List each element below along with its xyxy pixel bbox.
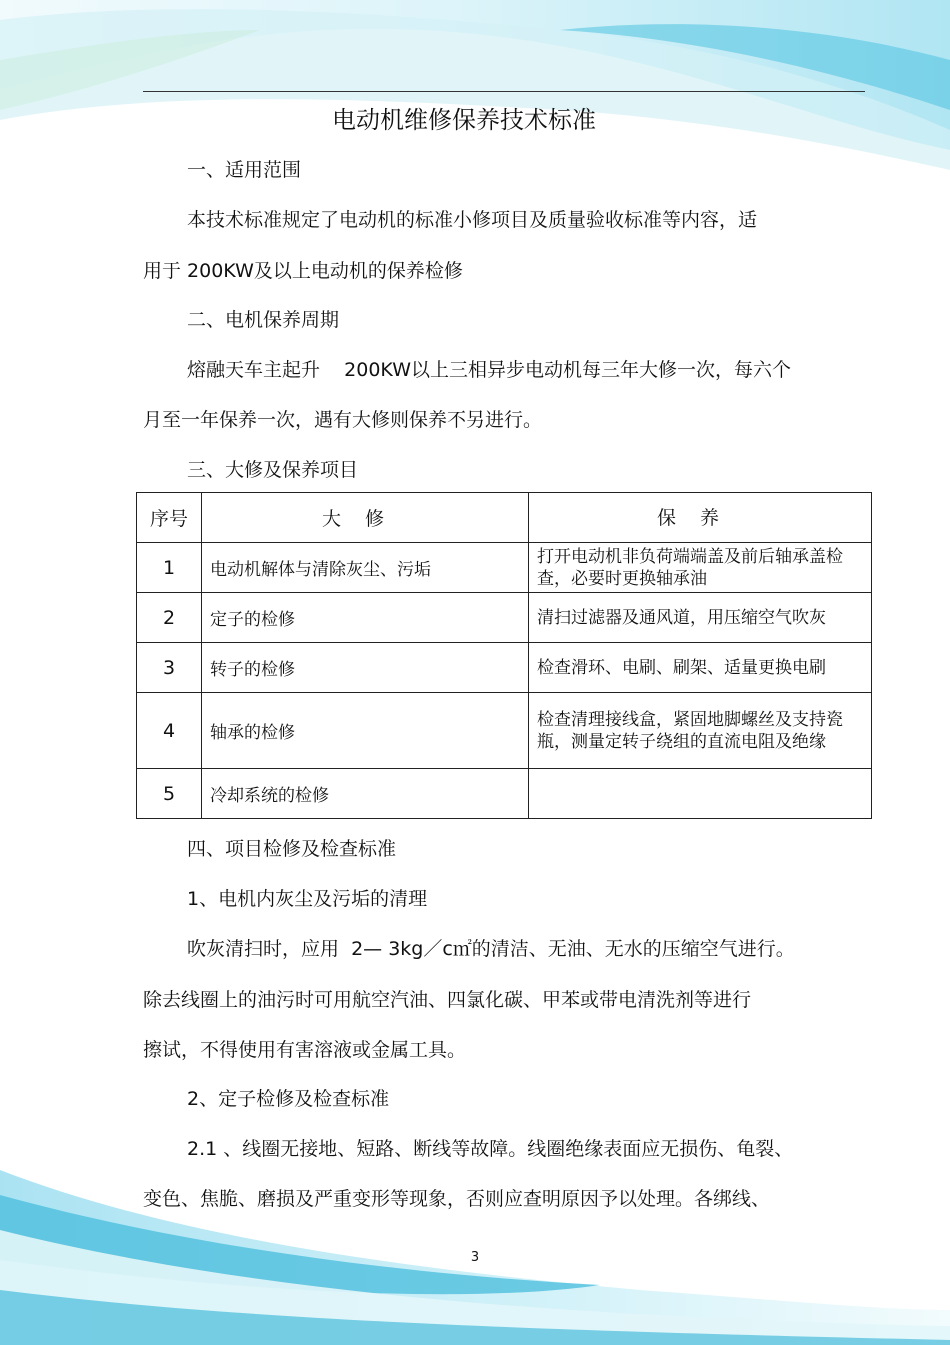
row-major-repair: 转子的检修 xyxy=(202,643,529,693)
header-rule xyxy=(143,91,865,92)
maintenance-items-table xyxy=(136,492,872,819)
row-maintenance: 检查滑环、电刷、刷架、适量更换电刷 xyxy=(529,643,872,693)
subsection-4-1-paragraph-line: 吹灰清扫时，应用 2— 3kg／c㎡的清洁、无油、无水的压缩空气进行。 xyxy=(187,938,795,960)
row-no: 2 xyxy=(137,593,202,643)
subsection-4-1-paragraph-line: 除去线圈上的油污时可用航空汽油、四氯化碳、甲苯或带电清洗剂等进行 xyxy=(143,989,752,1011)
section-1-paragraph-line: 本技术标准规定了电动机的标准小修项目及质量验收标准等内容，适 xyxy=(187,209,758,231)
table-row xyxy=(137,643,872,693)
section-4-heading: 四、项目检修及检查标准 xyxy=(187,838,397,860)
table-row xyxy=(137,593,872,643)
row-no: 3 xyxy=(137,643,202,693)
row-no: 4 xyxy=(137,693,202,769)
row-major-repair: 定子的检修 xyxy=(202,593,529,643)
subsection-4-2-heading: 2、定子检修及检查标准 xyxy=(187,1088,390,1110)
row-maintenance: 检查清理接线盒，紧固地脚螺丝及支持瓷瓶，测量定转子绕组的直流电阻及绝缘 xyxy=(529,693,872,769)
header-major-repair: 大修 xyxy=(202,493,529,543)
section-2-heading: 二、电机保养周期 xyxy=(187,309,340,331)
section-1-paragraph-line: 用于 200KW及以上电动机的保养检修 xyxy=(143,260,463,282)
section-2-paragraph-line: 熔融天车主起升 200KW以上三相异步电动机每三年大修一次，每六个 xyxy=(187,359,791,381)
row-maintenance: 打开电动机非负荷端端盖及前后轴承盖检查，必要时更换轴承油 xyxy=(529,543,872,593)
subsection-4-1-heading: 1、电机内灰尘及污垢的清理 xyxy=(187,888,428,910)
row-no: 5 xyxy=(137,769,202,819)
table-row xyxy=(137,693,872,769)
row-maintenance: 清扫过滤器及通风道，用压缩空气吹灰 xyxy=(529,593,872,643)
subsection-4-2-1-paragraph-line: 变色、焦脆、磨损及严重变形等现象，否则应查明原因予以处理。各绑线、 xyxy=(143,1188,771,1210)
subsection-4-2-1-paragraph-line: 2.1 、线圈无接地、短路、断线等故障。线圈绝缘表面应无损伤、龟裂、 xyxy=(187,1138,794,1160)
subsection-4-1-paragraph-line: 擦试，不得使用有害溶液或金属工具。 xyxy=(143,1039,467,1061)
row-major-repair: 电动机解体与清除灰尘、污垢 xyxy=(202,543,529,593)
row-major-repair: 冷却系统的检修 xyxy=(202,769,529,819)
table-header-row xyxy=(137,493,872,543)
section-2-paragraph-line: 月至一年保养一次，遇有大修则保养不另进行。 xyxy=(143,409,543,431)
row-maintenance xyxy=(529,769,872,819)
header-maintenance: 保养 xyxy=(529,493,872,543)
section-3-heading: 三、大修及保养项目 xyxy=(187,459,359,481)
page-number: 3 xyxy=(470,1250,480,1265)
table-row xyxy=(137,769,872,819)
row-major-repair: 轴承的检修 xyxy=(202,693,529,769)
section-1-heading: 一、适用范围 xyxy=(187,159,302,181)
header-no: 序号 xyxy=(137,493,202,543)
row-no: 1 xyxy=(137,543,202,593)
document-title: 电动机维修保养技术标准 xyxy=(332,106,596,134)
table-row xyxy=(137,543,872,593)
